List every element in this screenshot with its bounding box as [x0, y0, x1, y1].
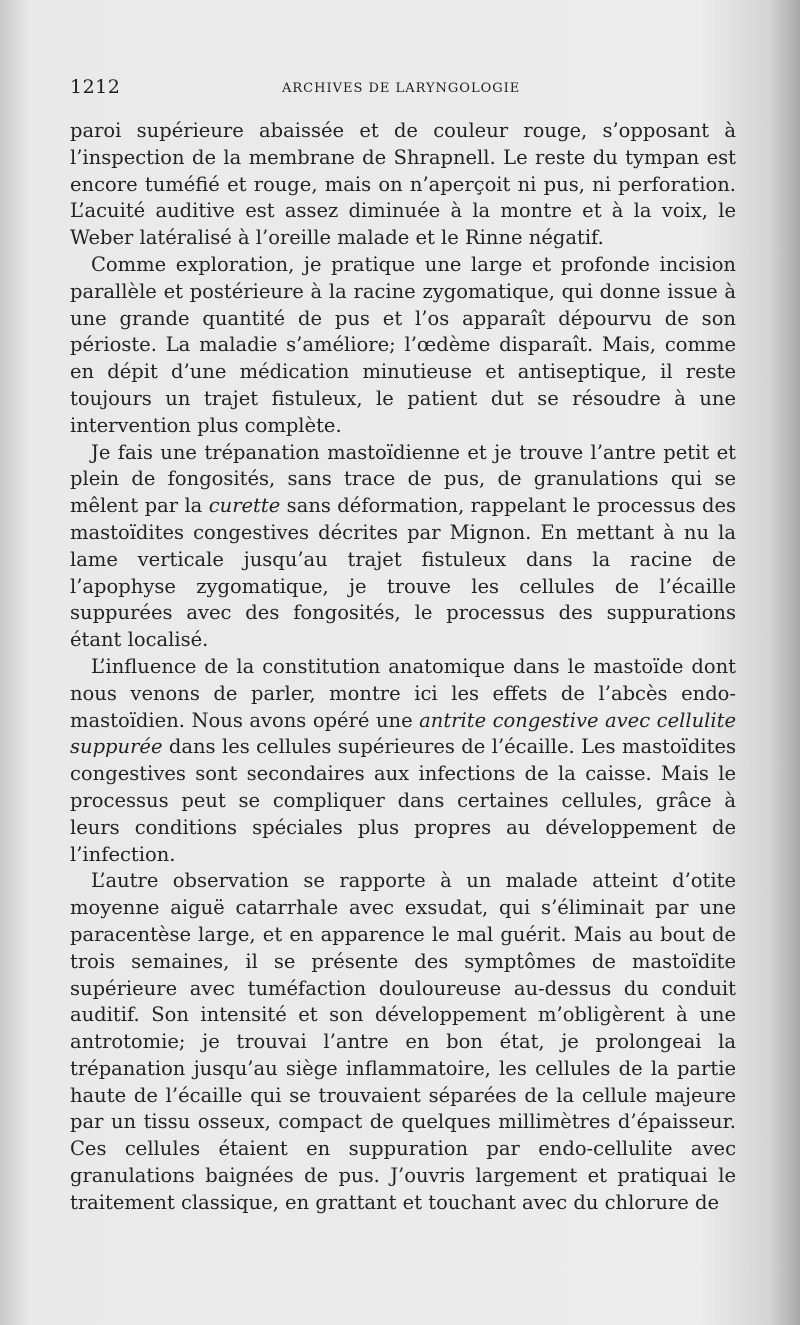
- text-segment: Je fais une trépanation mastoïdienne et je trouve l’antre petit et plein de fongosités, sans trace de pus, de granulations qui se mêlent par la: [70, 440, 736, 518]
- text-segment: L’autre observation se rapporte à un malade atteint d’otite moyenne aiguë catarrhale avec exsudat, qui s’éliminait par une paracentèse large, et en apparence le mal guérit. Mais au bout de trois semaines, il se présente des symptômes de mastoïdite supérieure avec tuméfaction douloureuse au-dessus du conduit auditif. Son intensité et son développement m’obligèrent à une antrotomie; je trouvai l’antre en bon état, je prolongeai la trépanation jusqu’au siège inflammatoire, les cellules de la partie haute de l’écaille qui se trouvaient séparées de la cellule majeure par un tissu osseux, compact de quelques millimètres d’épaisseur. Ces cellules étaient en suppuration par endo-cellulite avec granulations baignées de pus. J’ouvris largement et pratiquai le traitement classique, en grattant et touchant avec du chlorure de: [70, 869, 736, 1214]
- text-segment: paroi supérieure abaissée et de couleur rouge, s’opposant à l’inspection de la membrane de Shrapnell. Le reste du tympan est encore tuméfié et rouge, mais on n’aperçoit ni pus, ni perforation. L’acuité auditive est assez diminuée à la montre et à la voix, le Weber latéralisé à l’oreille malade et le Rinne négatif.: [70, 119, 736, 250]
- paragraph: [70, 654, 736, 868]
- text-segment: L’influence de la constitution anatomique dans le mastoïde dont nous venons de parler, montre ici les effets de l’abcès endo-mastoïdien. Nous avons opéré une: [70, 654, 736, 732]
- paragraph: [70, 252, 736, 440]
- paragraph: [70, 118, 736, 252]
- text-segment: Comme exploration, je pratique une large et profonde incision parallèle et postérieure à la racine zygomatique, qui donne issue à une grande quantité de pus et l’os apparaît dépourvu de son périoste. La maladie s’améliore; l’œdème disparaît. Mais, comme en dépit d’une médication minutieuse et antiseptique, il reste toujours un trajet fistuleux, le patient dut se résoudre à une intervention plus complète.: [70, 252, 736, 437]
- paragraph: [70, 868, 736, 1216]
- text-segment: sans déformation, rappelant le processus des mastoïdites congestives décrites par Mignon. En mettant à nu la lame verticale jusqu’au trajet fistuleux dans la racine de l’apophyse zygomatique, je trouve les cellules de l’écaille suppurées avec des fongosités, le processus des suppurations étant localisé.: [70, 494, 737, 652]
- text-segment: dans les cellules supérieures de l’écaille. Les mastoïdites congestives sont secondaires aux infections de la caisse. Mais le processus peut se compliquer dans certaines cellules, grâce à leurs conditions spéciales plus propres au développement de l’infection.: [70, 735, 736, 866]
- page-number: 1212: [70, 76, 121, 98]
- paragraph: [70, 440, 736, 654]
- italic-term: curette: [208, 494, 281, 518]
- body-text: [70, 118, 736, 1217]
- page-header: [70, 76, 750, 102]
- running-head: ARCHIVES DE LARYNGOLOGIE: [282, 81, 521, 96]
- italic-term: antrite congestive avec cellulite suppurée: [70, 708, 736, 759]
